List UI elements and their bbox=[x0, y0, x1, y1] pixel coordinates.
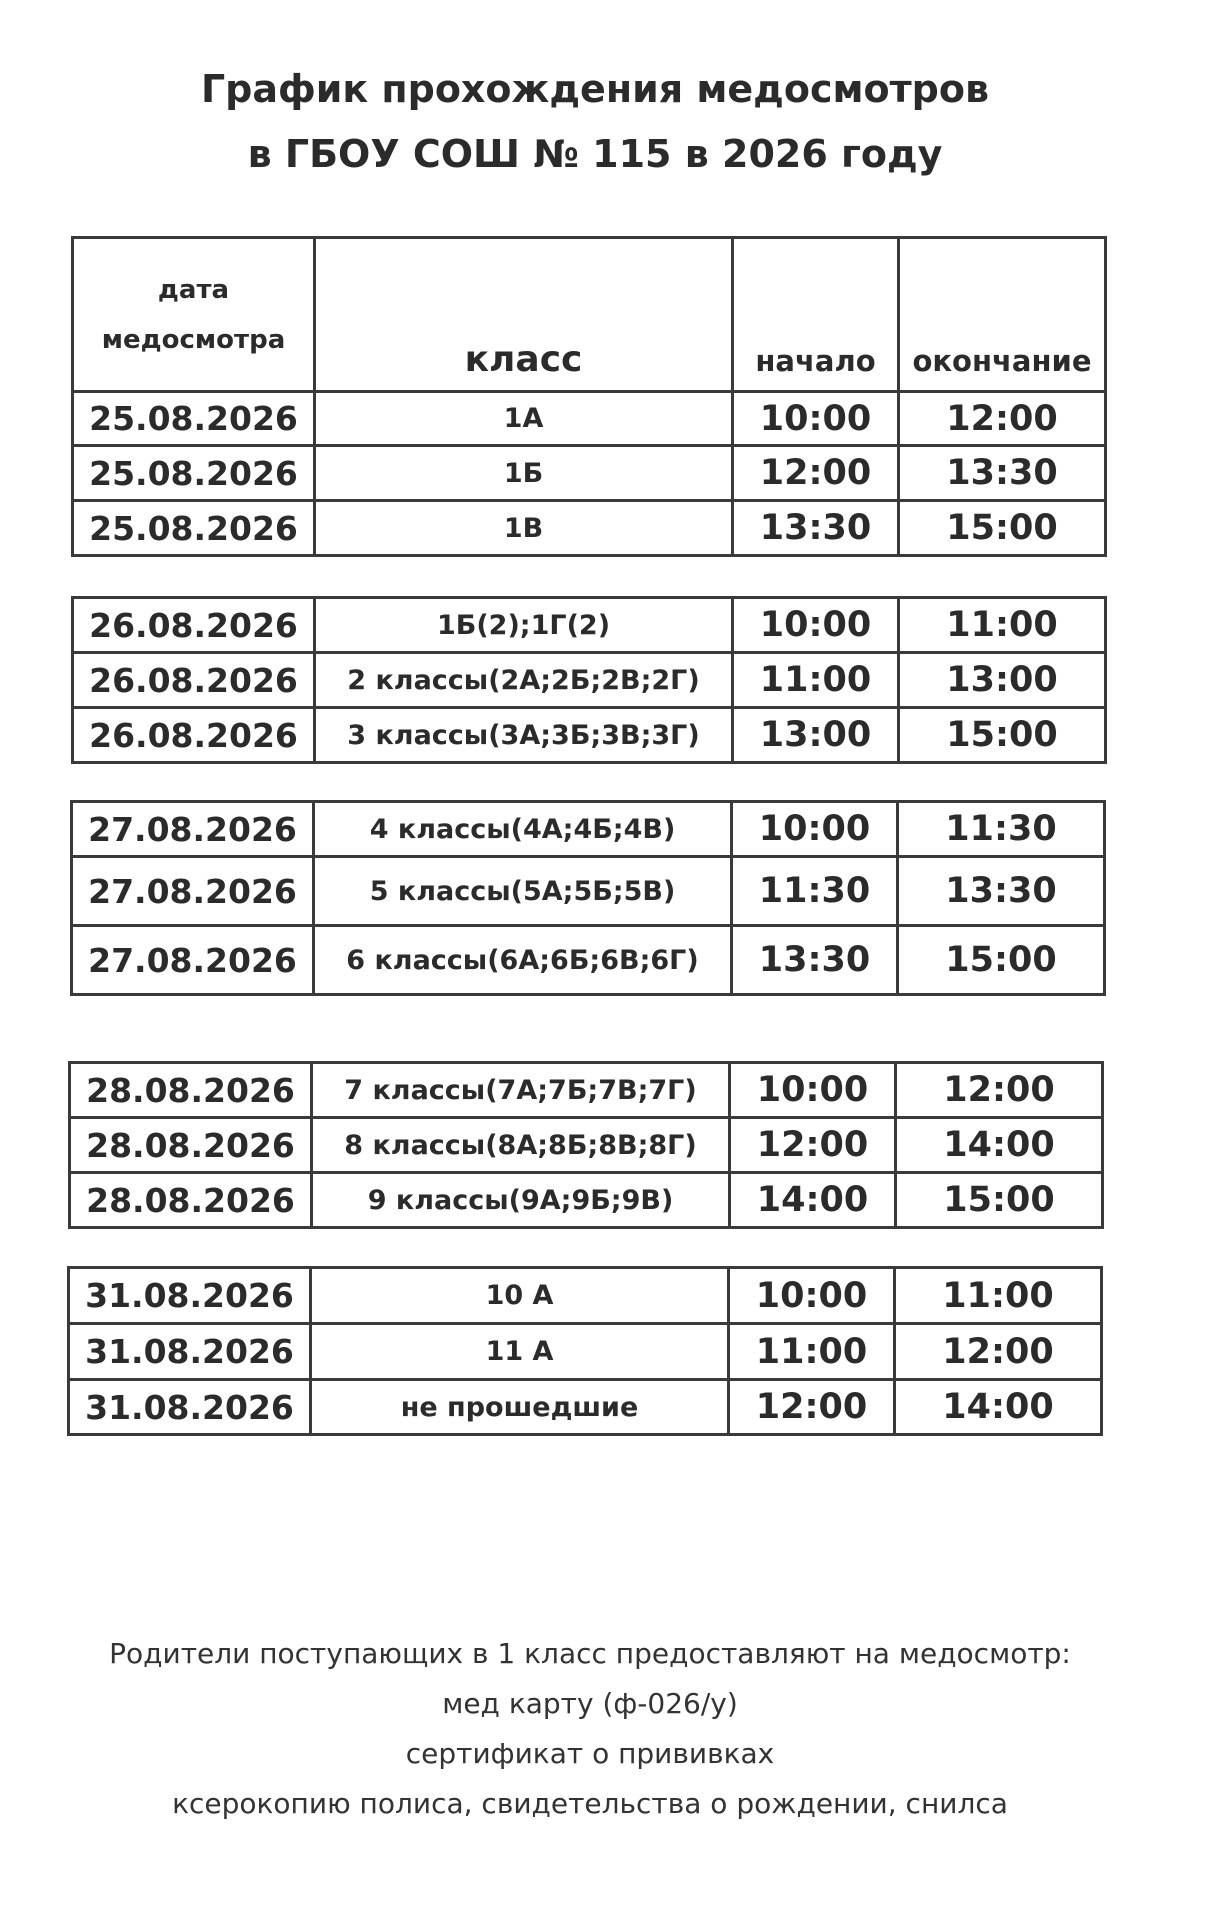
cell-date: 31.08.2026 bbox=[69, 1324, 311, 1380]
cell-end: 11:00 bbox=[895, 1268, 1102, 1324]
cell-start: 10:00 bbox=[729, 1268, 895, 1324]
cell-start: 14:00 bbox=[730, 1173, 896, 1228]
table-row bbox=[73, 501, 1106, 556]
cell-class: 7 классы(7А;7Б;7В;7Г) bbox=[312, 1063, 730, 1118]
table-row bbox=[70, 1063, 1103, 1118]
schedule-block-5 bbox=[67, 1266, 1103, 1436]
schedule-block-2 bbox=[71, 596, 1107, 764]
cell-date: 28.08.2026 bbox=[70, 1063, 312, 1118]
table-row bbox=[70, 1173, 1103, 1228]
cell-end: 14:00 bbox=[895, 1380, 1102, 1435]
cell-date: 26.08.2026 bbox=[73, 598, 315, 653]
cell-end: 15:00 bbox=[899, 708, 1106, 763]
cell-class: 10 А bbox=[311, 1268, 729, 1324]
cell-start: 12:00 bbox=[730, 1118, 896, 1173]
cell-end: 12:00 bbox=[899, 392, 1106, 446]
page-title-line-1: График прохождения медосмотров bbox=[200, 67, 990, 111]
cell-class: 1Б bbox=[315, 446, 733, 501]
cell-start: 11:30 bbox=[732, 857, 898, 926]
cell-class: 6 классы(6А;6Б;6В;6Г) bbox=[314, 926, 732, 995]
cell-start: 13:30 bbox=[733, 501, 899, 556]
cell-date: 25.08.2026 bbox=[73, 501, 315, 556]
table-row bbox=[73, 708, 1106, 763]
cell-class: 11 А bbox=[311, 1324, 729, 1380]
cell-start: 12:00 bbox=[733, 446, 899, 501]
cell-date: 25.08.2026 bbox=[73, 446, 315, 501]
cell-class: 3 классы(3А;3Б;3В;3Г) bbox=[315, 708, 733, 763]
header-date-line-1: дата bbox=[157, 274, 230, 305]
schedule-block-1 bbox=[71, 236, 1107, 557]
table-header-row bbox=[73, 238, 1106, 392]
cell-end: 14:00 bbox=[896, 1118, 1103, 1173]
cell-start: 10:00 bbox=[733, 392, 899, 446]
cell-end: 15:00 bbox=[899, 501, 1106, 556]
table-row bbox=[73, 653, 1106, 708]
cell-class: 1Б(2);1Г(2) bbox=[315, 598, 733, 653]
table-row bbox=[69, 1380, 1102, 1435]
cell-date: 27.08.2026 bbox=[72, 926, 314, 995]
cell-start: 11:00 bbox=[729, 1324, 895, 1380]
schedule-block-4 bbox=[68, 1061, 1104, 1229]
header-start: начало bbox=[733, 238, 899, 392]
cell-class: 1А bbox=[315, 392, 733, 446]
note-line-2: мед карту (ф-026/у) bbox=[442, 1687, 738, 1720]
header-end: окончание bbox=[899, 238, 1106, 392]
schedule-block-3 bbox=[70, 800, 1106, 996]
table-row bbox=[73, 446, 1106, 501]
cell-end: 11:00 bbox=[899, 598, 1106, 653]
cell-end: 15:00 bbox=[896, 1173, 1103, 1228]
cell-start: 10:00 bbox=[733, 598, 899, 653]
cell-end: 13:00 bbox=[899, 653, 1106, 708]
cell-end: 13:30 bbox=[899, 446, 1106, 501]
table-row bbox=[69, 1324, 1102, 1380]
cell-date: 31.08.2026 bbox=[69, 1380, 311, 1435]
cell-class: 9 классы(9А;9Б;9В) bbox=[312, 1173, 730, 1228]
note-line-1: Родители поступающих в 1 класс предоставляют на медосмотр: bbox=[109, 1637, 1071, 1670]
cell-end: 15:00 bbox=[898, 926, 1105, 995]
cell-start: 12:00 bbox=[729, 1380, 895, 1435]
cell-end: 11:30 bbox=[898, 802, 1105, 857]
cell-end: 12:00 bbox=[896, 1063, 1103, 1118]
cell-date: 26.08.2026 bbox=[73, 653, 315, 708]
cell-date: 27.08.2026 bbox=[72, 802, 314, 857]
table-row bbox=[73, 392, 1106, 446]
note-line-3: сертификат о прививках bbox=[405, 1737, 775, 1770]
cell-date: 28.08.2026 bbox=[70, 1118, 312, 1173]
header-class: класс bbox=[315, 238, 733, 392]
table-row bbox=[72, 802, 1105, 857]
cell-class: 8 классы(8А;8Б;8В;8Г) bbox=[312, 1118, 730, 1173]
cell-class: не прошедшие bbox=[311, 1380, 729, 1435]
table-row bbox=[69, 1268, 1102, 1324]
note-line-4: ксерокопию полиса, свидетельства о рождении, снилса bbox=[172, 1787, 1008, 1820]
cell-end: 13:30 bbox=[898, 857, 1105, 926]
cell-date: 28.08.2026 bbox=[70, 1173, 312, 1228]
cell-date: 25.08.2026 bbox=[73, 392, 315, 446]
header-date bbox=[73, 238, 315, 392]
cell-class: 1В bbox=[315, 501, 733, 556]
cell-date: 31.08.2026 bbox=[69, 1268, 311, 1324]
table-row bbox=[72, 926, 1105, 995]
cell-class: 2 классы(2А;2Б;2В;2Г) bbox=[315, 653, 733, 708]
cell-date: 27.08.2026 bbox=[72, 857, 314, 926]
cell-class: 5 классы(5А;5Б;5В) bbox=[314, 857, 732, 926]
table-row bbox=[70, 1118, 1103, 1173]
cell-start: 13:00 bbox=[733, 708, 899, 763]
cell-class: 4 классы(4А;4Б;4В) bbox=[314, 802, 732, 857]
cell-date: 26.08.2026 bbox=[73, 708, 315, 763]
cell-start: 10:00 bbox=[732, 802, 898, 857]
cell-end: 12:00 bbox=[895, 1324, 1102, 1380]
table-row bbox=[73, 598, 1106, 653]
cell-start: 13:30 bbox=[732, 926, 898, 995]
header-date-line-2: медосмотра bbox=[101, 324, 286, 355]
table-row bbox=[72, 857, 1105, 926]
cell-start: 11:00 bbox=[733, 653, 899, 708]
page-title-line-2: в ГБОУ СОШ № 115 в 2026 году bbox=[247, 132, 943, 176]
cell-start: 10:00 bbox=[730, 1063, 896, 1118]
